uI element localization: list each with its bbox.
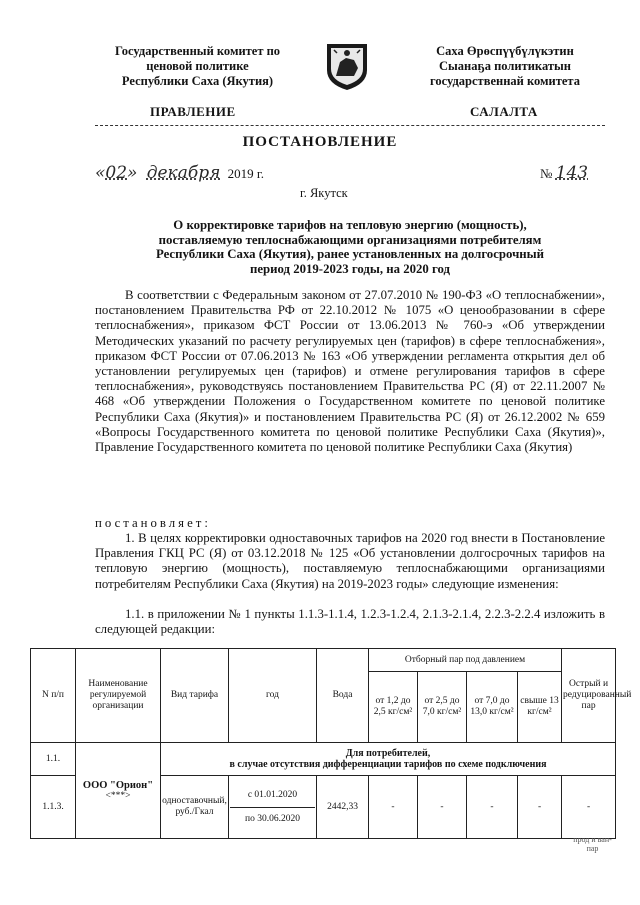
header-left-agency <box>95 44 300 89</box>
header-water: Вода <box>317 649 369 743</box>
preamble-paragraph: В соответствии с Федеральным законом от 27.07.2010 № 190-ФЗ «О теплоснабжении», постановлением Правительства РФ от 22.10.2012 № 1075 «О ценообразовании в сфере теплоснабжения», приказом ФСТ России от 13.06.2013 № 760-э «Об утверждении Методических указаний по расчету регулируемых цен (тарифов) в сфере теплоснабжения», приказом ФСТ России от 07.06.2013 № 163 «Об утверждении регламента открытия дел об установлении регулируемых цен (тарифов) и отмене регулирования тарифов в сфере теплоснабжения», руководствуясь постановлением Правительства РС (Я) от 22.11.2007 № 468 «Об утверждении Положения о Государственном комитете по ценовой политике Республики Саха (Якутия)» и постановлением Правительства РС (Я) от 26.12.2002 № 659 «Вопросы Государственного комитета по ценовой политике Республики Саха (Якутия)», Правление Государственного комитета по ценовой политике Республики Саха (Якутия) <box>95 288 605 455</box>
year-to: по 30.06.2020 <box>230 807 315 825</box>
date-quote-close: » <box>127 163 138 183</box>
header-num: N п/п <box>31 649 76 743</box>
section-label-line: Для потребителей, <box>345 748 431 759</box>
header-divider <box>95 125 605 126</box>
item-1-paragraph: 1. В целях корректировки одноставочных тарифов на 2020 год внести в Постановление Правления ГКЦ РС (Я) от 03.12.2018 № 125 «Об установлении долгосрочных тарифов на тепловую энергию (мощность), поставляемую теплоснабжающими организациями потребителям Республики Саха (Якутия) на 2019-2023 годы» следующие изменения: <box>95 531 605 591</box>
row-num: 1.1.3. <box>31 776 76 839</box>
header-right-line: государственнай комитета <box>430 74 580 88</box>
number-value: 143 <box>555 163 589 183</box>
table-row <box>31 743 616 776</box>
document-subject <box>95 218 605 276</box>
row-org <box>76 743 161 839</box>
header-right-line: Саха Өрөспүүбүлүкэтин <box>436 44 574 58</box>
board-label-ru: ПРАВЛЕНИЕ <box>150 104 236 119</box>
row-steam-1: - <box>369 776 418 839</box>
header-steam-4: свыше 13 кг/см² <box>518 672 562 743</box>
header-year: год <box>229 649 317 743</box>
document-city: г. Якутск <box>300 186 348 200</box>
board-label-sakha: САЛАЛТА <box>470 104 538 119</box>
table-header-row <box>31 649 616 672</box>
header-right-agency <box>395 44 615 89</box>
header-tariff-type: Вид тарифа <box>161 649 229 743</box>
document-number <box>540 163 588 183</box>
item-1-1-paragraph: 1.1. в приложении № 1 пункты 1.1.3-1.1.4, 1.2.3-1.2.4, 2.1.3-2.1.4, 2.2.3-2.2.4 изложить в следующей редакции: <box>95 607 605 637</box>
subject-line: Республики Саха (Якутия), ранее установленных на долгосрочный <box>155 247 545 262</box>
row-water: 2442,33 <box>317 776 369 839</box>
subject-line: поставляемую теплоснабжающими организациями потребителям <box>158 232 542 247</box>
row-steam-2: - <box>418 776 467 839</box>
header-steam-1: от 1,2 до 2,5 кг/см² <box>369 672 418 743</box>
tariff-table <box>30 648 632 839</box>
date-day: 02 <box>105 163 128 183</box>
header-steam-group: Отборный пар под давлением <box>369 649 562 672</box>
header-org: Наименование регулируемой организации <box>76 649 161 743</box>
date-quote-open: « <box>95 163 106 183</box>
resolves-word: постановляет: <box>95 516 211 530</box>
header-left-line: ценовой политике <box>146 59 249 73</box>
bleed-through-text: прод и ван-пар <box>573 835 612 853</box>
subject-line: О корректировке тарифов на тепловую энергию (мощность), <box>173 218 527 232</box>
header-steam-2: от 2,5 до 7,0 кг/см² <box>418 672 467 743</box>
document-date <box>95 163 264 183</box>
header-steam-3: от 7,0 до 13,0 кг/см² <box>467 672 518 743</box>
number-prefix: № <box>540 166 553 181</box>
year-from: с 01.01.2020 <box>247 789 298 800</box>
row-tariff-type: одноставочный, руб./Гкал <box>161 776 229 839</box>
header-right-line: Сыанаҕа политикатын <box>439 59 571 73</box>
row-year <box>229 776 317 839</box>
header-left-line: Республики Саха (Якутия) <box>121 74 274 88</box>
section-label-line: в случае отсутствия дифференциации тарифов по схеме подключения <box>229 759 547 770</box>
row-steam-4: - <box>518 776 562 839</box>
date-month: декабря <box>146 163 221 183</box>
date-year: 2019 г. <box>227 166 264 181</box>
header-sharp-steam: Острый и редуцированный пар <box>562 649 616 743</box>
document-title: ПОСТАНОВЛЕНИЕ <box>242 134 398 150</box>
org-note: <***> <box>105 790 131 801</box>
org-name: ООО "Орион" <box>82 779 154 791</box>
row-sharp-steam: - <box>562 776 616 839</box>
subject-line: период 2019-2023 годы, на 2020 год <box>249 261 451 276</box>
coat-of-arms-emblem-icon <box>324 40 370 92</box>
row-num: 1.1. <box>31 743 76 776</box>
row-section-label <box>161 743 616 776</box>
row-steam-3: - <box>467 776 518 839</box>
header-left-line: Государственный комитет по <box>114 44 281 58</box>
